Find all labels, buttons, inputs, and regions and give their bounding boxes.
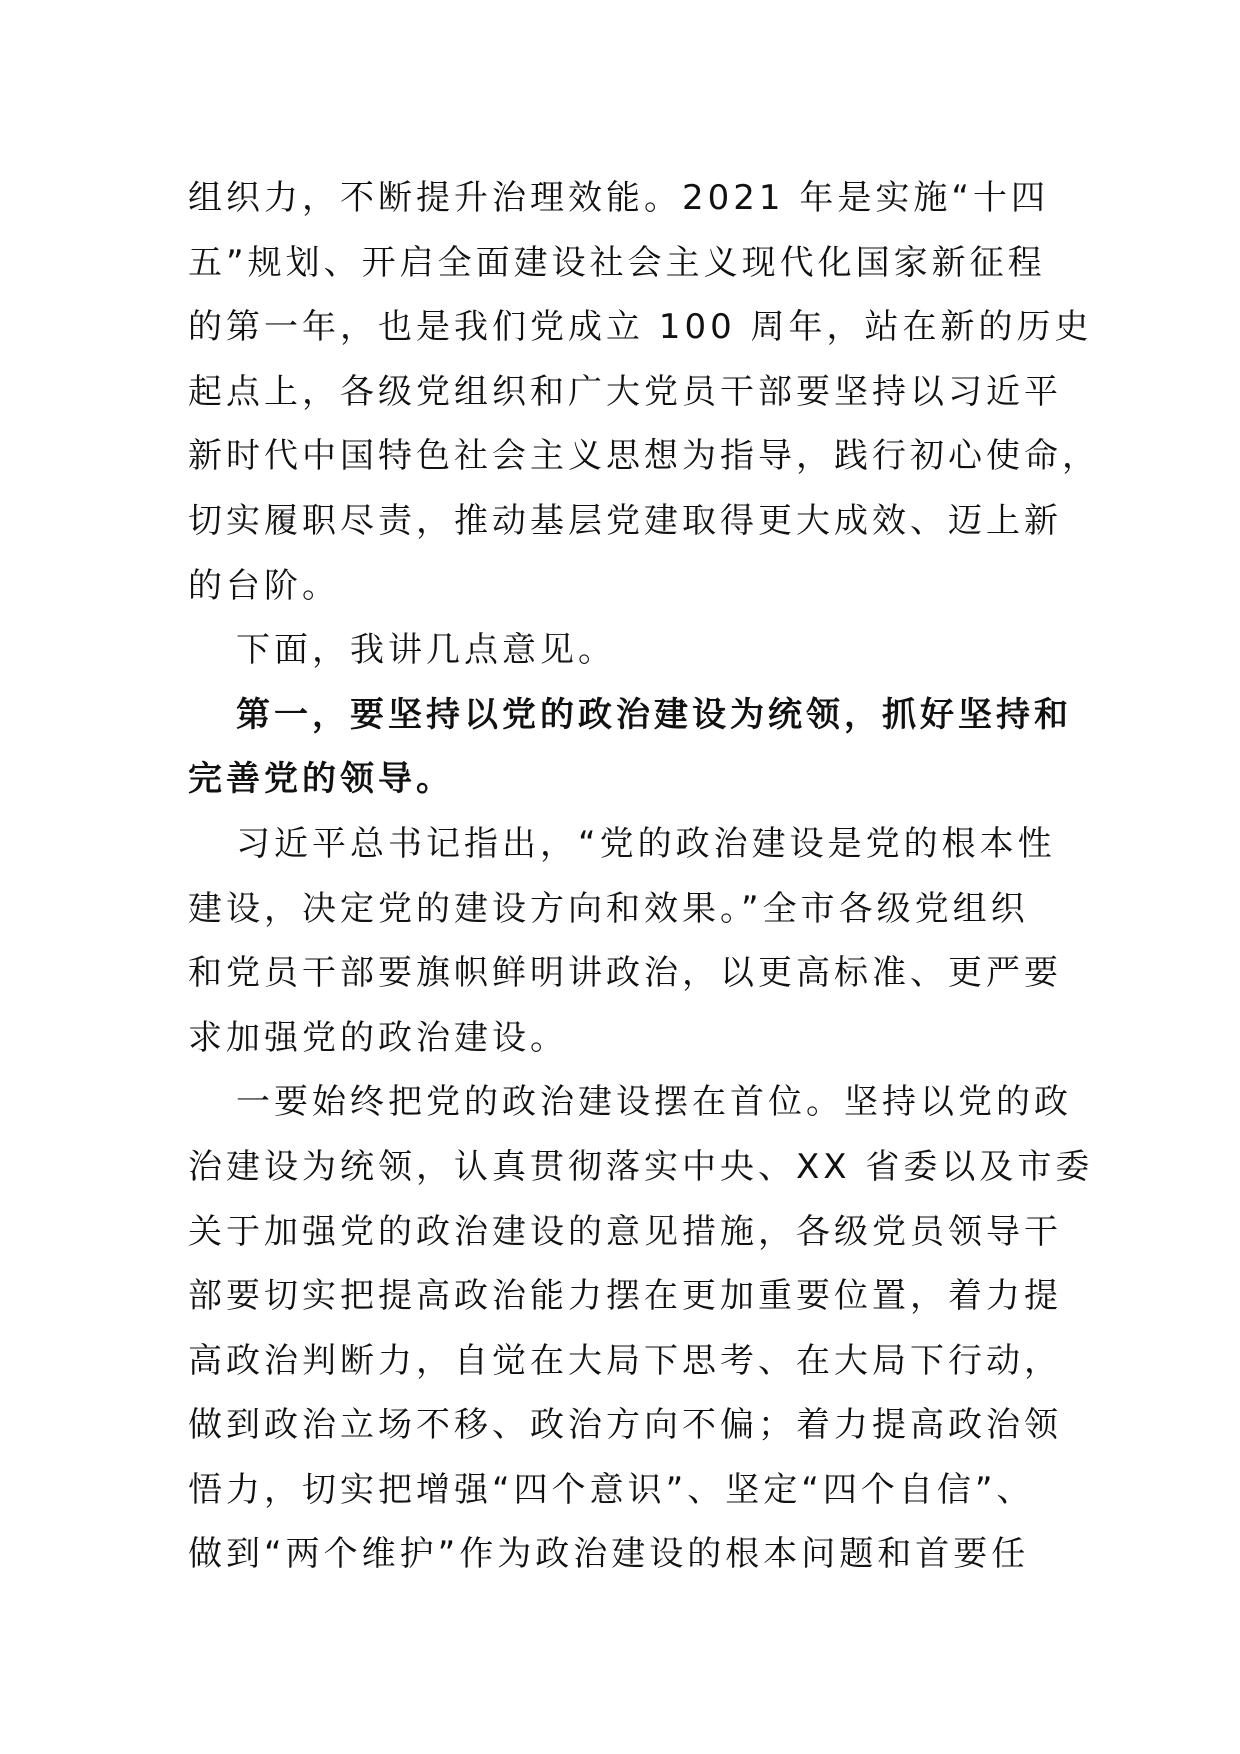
- body-line: 切实履职尽责，推动基层党建取得更大成效、迈上新: [188, 500, 1062, 541]
- body-line: 做到“两个维护”作为政治建设的根本问题和首要任: [188, 1534, 1030, 1575]
- body-line: 起点上，各级党组织和广大党员干部要坚持以习近平: [188, 371, 1062, 412]
- body-line: 做到政治立场不移、政治方向不偏；着力提高政治领: [188, 1405, 1062, 1446]
- body-line: 高政治判断力，自觉在大局下思考、在大局下行动，: [188, 1340, 1062, 1381]
- body-line: 求加强党的政治建设。: [188, 1017, 568, 1058]
- section-heading-line: 第一，要坚持以党的政治建设为统领，抓好坚持和: [236, 694, 1072, 735]
- body-line: 五”规划、开启全面建设社会主义现代化国家新征程: [188, 242, 1046, 283]
- body-line: 部要切实把提高政治能力摆在更加重要位置，着力提: [188, 1276, 1062, 1317]
- body-line: 的台阶。: [188, 565, 340, 606]
- paragraph-line: 习近平总书记指出，“党的政治建设是党的根本性: [236, 823, 1056, 864]
- body-line: 治建设为统领，认真贯彻落实中央、XX 省委以及市委: [188, 1146, 1094, 1187]
- body-line: 关于加强党的政治建设的意见措施，各级党员领导干: [188, 1211, 1062, 1252]
- section-heading-line: 完善党的领导。: [188, 759, 454, 800]
- body-line: 建设，决定党的建设方向和效果。”全市各级党组织: [188, 888, 1029, 929]
- body-line: 新时代中国特色社会主义思想为指导，践行初心使命，: [188, 436, 1100, 477]
- paragraph-line: 下面，我讲几点意见。: [236, 630, 616, 671]
- body-line: 和党员干部要旗帜鲜明讲政治，以更高标准、更严要: [188, 953, 1062, 994]
- body-line: 组织力，不断提升治理效能。2021 年是实施“十四: [188, 178, 1049, 218]
- body-line: 的第一年，也是我们党成立 100 周年，站在新的历史: [188, 307, 1093, 348]
- paragraph-line: 一要始终把党的政治建设摆在首位。坚持以党的政: [236, 1082, 1072, 1123]
- body-line: 悟力，切实把增强“四个意识”、坚定“四个自信”、: [188, 1469, 1035, 1510]
- document-body: [188, 166, 1100, 1587]
